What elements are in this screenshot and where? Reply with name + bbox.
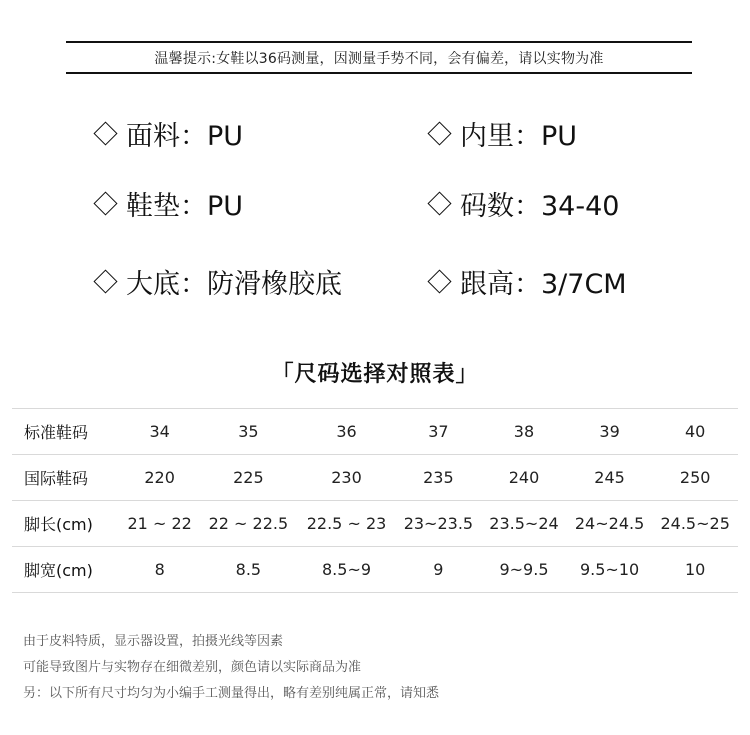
notes (23, 629, 439, 707)
table-row (12, 409, 738, 455)
table-cell: 8.5 (199, 547, 297, 593)
table-cell: 24.5~25 (652, 501, 738, 547)
table-cell: 235 (396, 455, 482, 501)
spec-outsole (90, 262, 342, 301)
row-header: 标准鞋码 (12, 409, 120, 455)
row-header: 脚宽(cm) (12, 547, 120, 593)
table-row (12, 547, 738, 593)
table-cell: 40 (652, 409, 738, 455)
table-cell: 225 (199, 455, 297, 501)
table-cell: 21 ~ 22 (120, 501, 199, 547)
diamond-icon (93, 191, 117, 215)
notice-bar (66, 41, 692, 74)
table-cell: 9 (396, 547, 482, 593)
notice-text: 温馨提示:女鞋以36码测量，因测量手势不同，会有偏差，请以实物为准 (154, 50, 604, 67)
table-row (12, 501, 738, 547)
table-cell: 245 (567, 455, 653, 501)
table-cell: 22 ~ 22.5 (199, 501, 297, 547)
note-line: 由于皮料特质，显示器设置，拍摄光线等因素 (23, 634, 284, 649)
spec-sizes (424, 184, 619, 223)
table-title: 「尺码选择对照表」 (271, 362, 479, 387)
note-line: 可能导致图片与实物存在细微差别，颜色请以实际商品为准 (23, 660, 362, 675)
diamond-icon (93, 121, 117, 145)
row-header: 脚长(cm) (12, 501, 120, 547)
table-cell: 23~23.5 (396, 501, 482, 547)
spec-label: 面料：PU (126, 121, 244, 152)
table-cell: 220 (120, 455, 199, 501)
table-cell: 37 (396, 409, 482, 455)
row-header: 国际鞋码 (12, 455, 120, 501)
table-cell: 8.5~9 (297, 547, 395, 593)
table-cell: 230 (297, 455, 395, 501)
table-cell: 36 (297, 409, 395, 455)
table-cell: 34 (120, 409, 199, 455)
table-cell: 24~24.5 (567, 501, 653, 547)
table-cell: 250 (652, 455, 738, 501)
table-cell: 35 (199, 409, 297, 455)
note-line: 另：以下所有尺寸均匀为小编手工测量得出，略有差别纯属正常，请知悉 (23, 686, 440, 701)
table-row (12, 455, 738, 501)
table-cell: 22.5 ~ 23 (297, 501, 395, 547)
table-cell: 9.5~10 (567, 547, 653, 593)
spec-label: 跟高：3/7CM (460, 269, 627, 300)
table-cell: 23.5~24 (481, 501, 567, 547)
spec-heel-height (424, 262, 627, 301)
diamond-icon (427, 191, 451, 215)
spec-label: 鞋垫：PU (126, 191, 244, 222)
table-cell: 38 (481, 409, 567, 455)
table-cell: 10 (652, 547, 738, 593)
table-cell: 240 (481, 455, 567, 501)
spec-lining (424, 114, 577, 153)
diamond-icon (427, 121, 451, 145)
size-table (12, 408, 738, 593)
spec-insole (90, 184, 243, 223)
spec-label: 码数：34-40 (460, 191, 620, 222)
table-cell: 9~9.5 (481, 547, 567, 593)
table-cell: 8 (120, 547, 199, 593)
diamond-icon (427, 269, 451, 293)
spec-label: 内里：PU (460, 121, 578, 152)
diamond-icon (93, 269, 117, 293)
spec-label: 大底：防滑橡胶底 (126, 269, 342, 300)
spec-material (90, 114, 243, 153)
table-cell: 39 (567, 409, 653, 455)
